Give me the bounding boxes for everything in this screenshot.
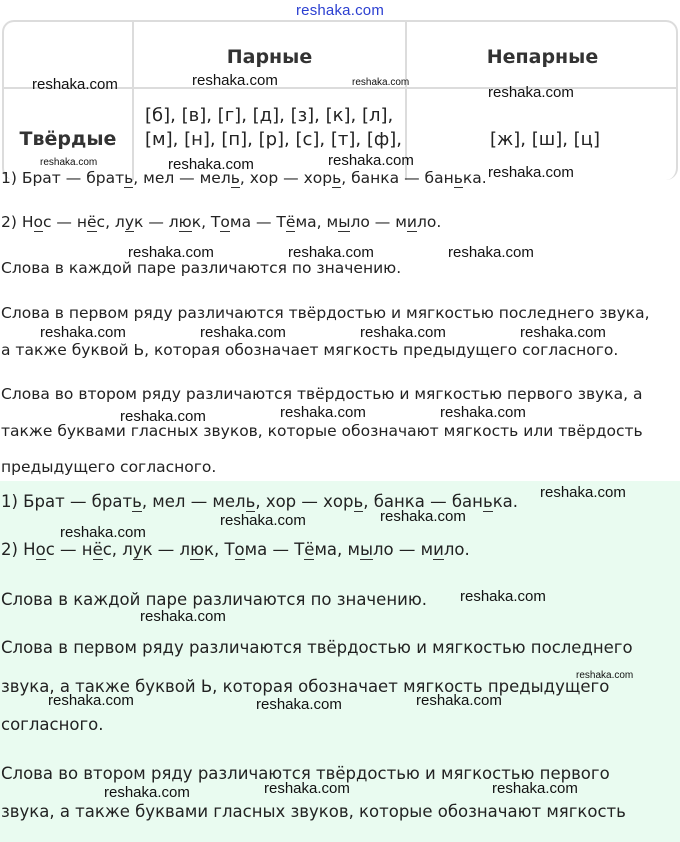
answer-paragraph: звука, а также буквами гласных звуков, которые обозначают мягкость xyxy=(1,802,626,821)
answer-line-1: 1) Брат — брать, мел — мель, хор — хорь, банка — банька. xyxy=(1,169,487,187)
watermark: reshaka.com xyxy=(540,484,626,501)
answer-paragraph: Слова в каждой паре различаются по значению. xyxy=(1,259,402,277)
watermark: reshaka.com xyxy=(120,408,206,425)
answer-paragraph: Слова во втором ряду различаются твёрдостью и мягкостью первого звука, а xyxy=(1,385,643,403)
answer-line-1: 1) Брат — брать, мел — мель, хор — хорь, банка — банька. xyxy=(1,492,519,511)
watermark: reshaka.com xyxy=(220,512,306,529)
watermark: reshaka.com xyxy=(328,152,414,169)
answer-paragraph: звука, а также буквой Ь, которая обозначает мягкость предыдущего xyxy=(1,677,610,696)
answer-line-2: 2) Нос — нёс, лук — люк, Тома — Тёма, мыло — мило. xyxy=(1,213,442,231)
paired-consonants-line: [м], [н], [п], [р], [с], [т], [ф], xyxy=(145,129,403,150)
unpaired-consonants: [ж], [ш], [ц] xyxy=(490,129,600,150)
watermark: reshaka.com xyxy=(32,76,118,93)
watermark: reshaka.com xyxy=(360,324,446,341)
answer-paragraph: также буквами гласных звуков, которые обозначают мягкость или твёрдость xyxy=(1,422,643,440)
watermark: reshaka.com xyxy=(104,784,190,801)
watermark: reshaka.com xyxy=(352,77,410,88)
site-logo[interactable]: reshaka.com xyxy=(295,2,385,19)
paired-consonants-line: [б], [в], [г], [д], [з], [к], [л], xyxy=(145,105,394,126)
watermark: reshaka.com xyxy=(60,524,146,541)
answer-paragraph: предыдущего согласного. xyxy=(1,458,217,476)
watermark: reshaka.com xyxy=(380,508,466,525)
answer-paragraph: согласного. xyxy=(1,715,104,734)
watermark: reshaka.com xyxy=(492,780,578,797)
watermark: reshaka.com xyxy=(520,324,606,341)
watermark: reshaka.com xyxy=(448,244,534,261)
watermark: reshaka.com xyxy=(264,780,350,797)
answer-paragraph: Слова в каждой паре различаются по значению. xyxy=(1,590,427,609)
watermark: reshaka.com xyxy=(192,72,278,89)
answer-line-2: 2) Нос — нёс, лук — люк, Тома — Тёма, мыло — мило. xyxy=(1,540,470,559)
watermark: reshaka.com xyxy=(40,157,98,168)
watermark: reshaka.com xyxy=(168,156,254,173)
watermark: reshaka.com xyxy=(416,692,502,709)
answer-paragraph: а также буквой Ь, которая обозначает мягкость предыдущего согласного. xyxy=(1,341,619,359)
watermark: reshaka.com xyxy=(48,692,134,709)
watermark: reshaka.com xyxy=(488,164,574,181)
answer-paragraph: Слова в первом ряду различаются твёрдостью и мягкостью последнего xyxy=(1,638,633,657)
watermark: reshaka.com xyxy=(256,696,342,713)
watermark: reshaka.com xyxy=(128,244,214,261)
watermark: reshaka.com xyxy=(576,670,634,681)
watermark: reshaka.com xyxy=(40,324,126,341)
watermark: reshaka.com xyxy=(488,84,574,101)
watermark: reshaka.com xyxy=(460,588,546,605)
answer-paragraph: Слова во втором ряду различаются твёрдостью и мягкостью первого xyxy=(1,764,610,783)
watermark: reshaka.com xyxy=(288,244,374,261)
column-header-paired: Парные xyxy=(226,46,313,68)
watermark: reshaka.com xyxy=(440,404,526,421)
watermark: reshaka.com xyxy=(280,404,366,421)
watermark: reshaka.com xyxy=(140,608,226,625)
column-header-unpaired: Непарные xyxy=(486,46,599,68)
row-label-hard: Твёрдые xyxy=(19,128,117,150)
answer-paragraph: Слова в первом ряду различаются твёрдостью и мягкостью последнего звука, xyxy=(1,304,650,322)
watermark: reshaka.com xyxy=(200,324,286,341)
